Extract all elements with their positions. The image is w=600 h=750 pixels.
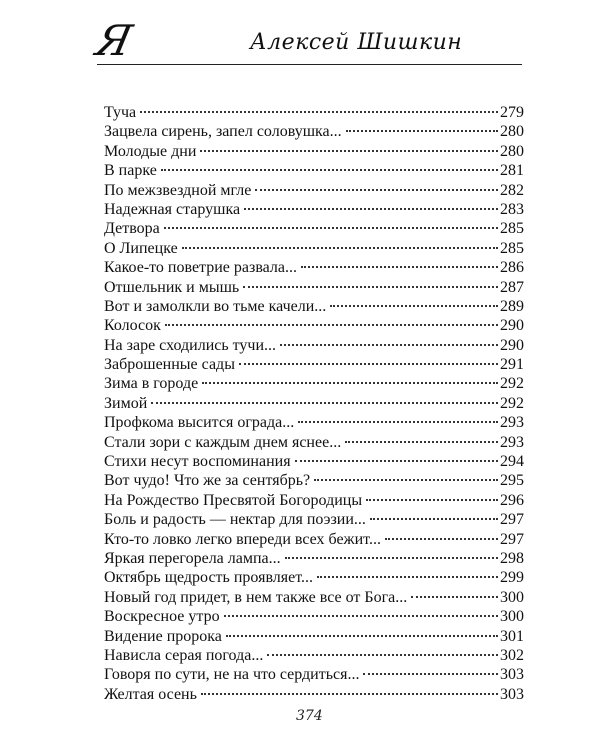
dot-leader [255, 189, 498, 191]
dot-leader [244, 208, 498, 210]
toc-entry [104, 549, 524, 568]
dot-leader [317, 576, 498, 578]
dot-leader [366, 499, 498, 501]
dot-leader [151, 402, 498, 404]
toc-entry-title: О Липецке [104, 239, 178, 257]
toc-entry-page: 280 [500, 123, 524, 141]
monogram: Я [91, 16, 137, 65]
dot-leader [201, 693, 498, 695]
toc-entry-title: Стихи несут воспоминания [104, 453, 291, 471]
dot-leader [164, 227, 498, 229]
toc-entry-title: Зацвела сирень, запел соловушка... [104, 123, 342, 141]
toc-entry-page: 301 [500, 627, 524, 645]
toc-entry-title: Какое-то поветрие развала... [104, 259, 297, 277]
toc-entry [104, 278, 524, 297]
toc-entry-page: 299 [500, 569, 524, 587]
toc-entry-title: Надежная старушка [104, 200, 241, 218]
toc-entry-page: 290 [500, 317, 524, 335]
dot-leader [140, 111, 498, 113]
dot-leader [165, 324, 498, 326]
toc-entry [104, 336, 524, 355]
toc-entry [104, 355, 524, 374]
toc-entry-page: 297 [500, 511, 524, 529]
toc-entry [104, 568, 524, 587]
dot-leader [298, 421, 498, 423]
dot-leader [330, 305, 498, 307]
toc-entry-title: Отшельник и мышь [104, 278, 240, 296]
toc-entry-title: Говоря по сути, не на что сердиться... [104, 666, 360, 684]
toc-entry [104, 627, 524, 646]
toc-entry-page: 296 [500, 491, 524, 509]
toc-entry-page: 280 [500, 142, 524, 160]
toc-entry [104, 374, 524, 393]
toc-entry-title: Зимой [104, 394, 148, 412]
toc-entry-page: 286 [500, 259, 524, 277]
toc-entry-page: 294 [500, 453, 524, 471]
toc-entry-title: Желтая осень [104, 685, 197, 703]
toc-entry-page: 283 [500, 200, 524, 218]
toc-entry [104, 316, 524, 335]
toc-entry [104, 122, 524, 141]
toc-entry-title: Яркая перегорела лампа... [104, 549, 281, 567]
toc-entry [104, 142, 524, 161]
table-of-contents [104, 103, 524, 704]
toc-entry [104, 433, 524, 452]
toc-entry [104, 452, 524, 471]
dot-leader [363, 673, 498, 675]
running-header [0, 0, 600, 80]
toc-entry-title: По межзвездной мгле [104, 181, 252, 199]
header-rule [97, 64, 522, 65]
toc-entry [104, 607, 524, 626]
toc-entry [104, 219, 524, 238]
toc-entry [104, 394, 524, 413]
dot-leader [370, 518, 498, 520]
toc-entry-page: 300 [500, 588, 524, 606]
toc-entry-page: 298 [500, 549, 524, 567]
toc-entry [104, 471, 524, 490]
toc-entry-title: Нависла серая погода... [104, 646, 264, 664]
toc-entry-page: 293 [500, 414, 524, 432]
dot-leader [346, 130, 498, 132]
toc-entry-page: 295 [500, 472, 524, 490]
toc-entry-title: Видение пророка [104, 627, 222, 645]
toc-entry [104, 491, 524, 510]
toc-entry-title: Профкома высится ограда... [104, 414, 295, 432]
toc-entry-page: 302 [500, 646, 524, 664]
toc-entry-title: На Рождество Пресвятой Богородицы [104, 491, 363, 509]
dot-leader [182, 247, 498, 249]
author-name: Алексей Шишкин [250, 30, 463, 55]
toc-entry [104, 588, 524, 607]
toc-entry-title: В парке [104, 162, 157, 180]
dot-leader [239, 363, 498, 365]
toc-entry-page: 290 [500, 336, 524, 354]
toc-entry-title: Октябрь щедрость проявляет... [104, 569, 314, 587]
dot-leader [301, 266, 498, 268]
dot-leader [285, 557, 498, 559]
toc-entry-page: 293 [500, 433, 524, 451]
toc-entry [104, 103, 524, 122]
toc-entry-page: 303 [500, 666, 524, 684]
dot-leader [295, 460, 498, 462]
dot-leader [200, 150, 498, 152]
toc-entry-page: 282 [500, 181, 524, 199]
toc-entry [104, 181, 524, 200]
page-number: 374 [296, 708, 323, 724]
toc-entry [104, 665, 524, 684]
toc-entry-page: 285 [500, 239, 524, 257]
toc-entry-page: 281 [500, 162, 524, 180]
toc-entry-title: Туча [104, 104, 137, 121]
toc-entry [104, 258, 524, 277]
toc-entry-page: 279 [500, 104, 524, 121]
toc-entry [104, 510, 524, 529]
toc-entry-page: 297 [500, 530, 524, 548]
toc-entry-title: Кто-то ловко легко впереди всех бежит... [104, 530, 381, 548]
toc-entry-title: Зима в городе [104, 375, 199, 393]
toc-entry-page: 291 [500, 356, 524, 374]
toc-entry-title: Стали зори с каждым днем яснее... [104, 433, 342, 451]
toc-entry-page: 300 [500, 608, 524, 626]
dot-leader [161, 169, 498, 171]
toc-entry-title: Заброшенные сады [104, 356, 235, 374]
toc-entry [104, 161, 524, 180]
toc-entry [104, 685, 524, 704]
toc-entry-page: 285 [500, 220, 524, 238]
dot-leader [345, 441, 498, 443]
dot-leader [267, 654, 498, 656]
toc-entry-title: Вот и замолкли во тьме качели... [104, 297, 327, 315]
dot-leader [202, 382, 498, 384]
toc-entry-page: 289 [500, 297, 524, 315]
toc-entry-title: Вот чудо! Что же за сентябрь? [104, 472, 311, 490]
toc-entry-title: На заре сходились тучи... [104, 336, 277, 354]
dot-leader [224, 615, 498, 617]
toc-entry [104, 200, 524, 219]
toc-entry-title: Колосок [104, 317, 161, 335]
toc-entry [104, 413, 524, 432]
toc-entry-title: Воскресное утро [104, 608, 220, 626]
toc-entry [104, 530, 524, 549]
toc-entry-title: Детвора [104, 220, 160, 238]
dot-leader [385, 538, 498, 540]
toc-entry-title: Боль и радость — нектар для поэзии... [104, 511, 366, 529]
toc-entry-page: 303 [500, 685, 524, 703]
dot-leader [226, 635, 498, 637]
dot-leader [314, 479, 498, 481]
toc-entry-title: Молодые дни [104, 142, 197, 160]
toc-entry [104, 297, 524, 316]
toc-entry [104, 239, 524, 258]
dot-leader [411, 596, 498, 598]
dot-leader [243, 286, 498, 288]
toc-entry-page: 292 [500, 394, 524, 412]
toc-entry-page: 292 [500, 375, 524, 393]
toc-entry-page: 287 [500, 278, 524, 296]
dot-leader [280, 344, 498, 346]
toc-entry-title: Новый год придет, в нем также все от Бога... [104, 588, 408, 606]
toc-entry [104, 646, 524, 665]
